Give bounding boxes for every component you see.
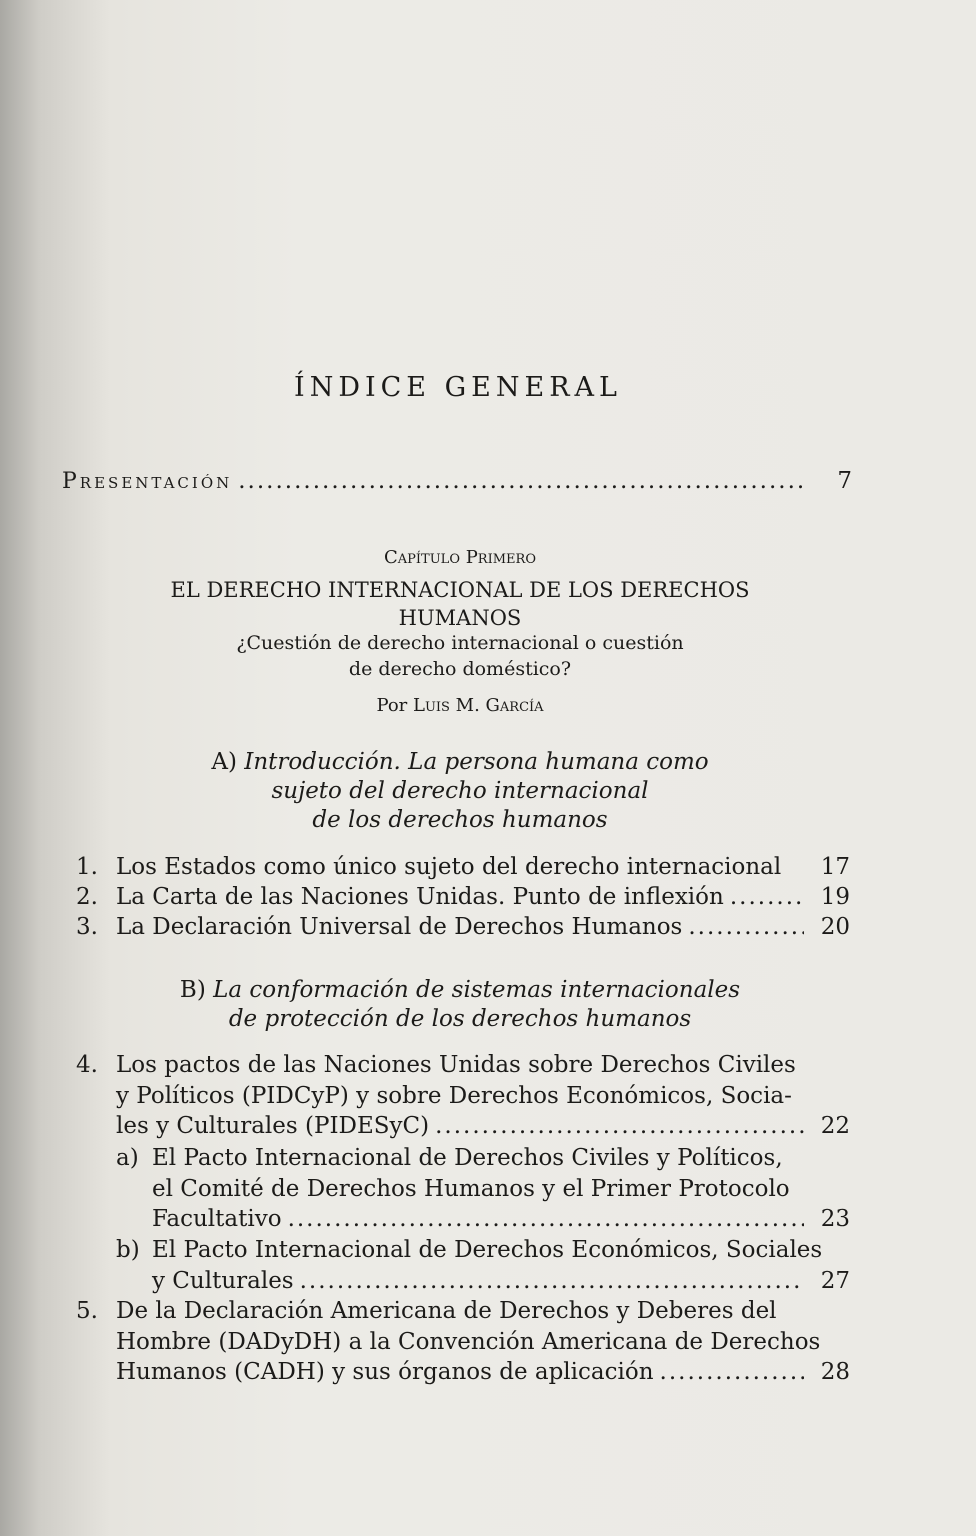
- chapter-title-line: EL DERECHO INTERNACIONAL DE LOS DERECHOS: [170, 578, 750, 602]
- chapter-label: Capítulo Primero: [384, 547, 536, 568]
- toc-entry-number: a): [116, 1145, 139, 1171]
- dot-leader: [300, 1266, 804, 1297]
- toc-page-number: 27: [820, 1267, 850, 1294]
- toc-entry-number: 4.: [76, 1052, 98, 1078]
- toc-entry-text: Los pactos de las Naciones Unidas sobre Derechos Civiles: [116, 1052, 796, 1078]
- toc-entry-text: El Pacto Internacional de Derechos Civiles y Políticos,: [152, 1145, 783, 1171]
- toc-entry-number: 3.: [76, 914, 98, 940]
- toc-entry-text: De la Declaración Americana de Derechos y Deberes del: [116, 1298, 777, 1324]
- author-name: Luis M. García: [412, 695, 544, 716]
- chapter-subtitle: [130, 630, 790, 682]
- toc-entry-number: 1.: [76, 854, 98, 880]
- toc-entry-text: Humanos (CADH) y sus órganos de aplicación: [116, 1359, 654, 1385]
- toc-page-number: 28: [820, 1359, 850, 1385]
- toc-page-number: 19: [820, 884, 850, 910]
- toc-entry-text: Facultativo: [152, 1206, 282, 1232]
- dot-leader: [730, 882, 804, 913]
- toc-entry-text: El Pacto Internacional de Derechos Económicos, Sociales: [152, 1237, 823, 1263]
- toc-entry-presentacion[interactable]: [62, 466, 852, 497]
- chapter-subtitle-line: ¿Cuestión de derecho internacional o cuestión: [236, 632, 684, 654]
- toc-page-number: 20: [820, 914, 850, 940]
- dot-leader: [288, 1204, 804, 1235]
- dot-leader: [660, 1357, 804, 1388]
- dot-leader: [435, 1111, 804, 1142]
- toc-entry-text: el Comité de Derechos Humanos y el Primer Protocolo: [152, 1175, 790, 1202]
- section-heading-line: de protección de los derechos humanos: [228, 1006, 692, 1032]
- chapter-title-line: HUMANOS: [398, 606, 522, 630]
- section-letter: A): [211, 749, 237, 775]
- author-prefix: Por: [376, 695, 413, 716]
- section-heading-line: Introducción. La persona humana como: [244, 749, 709, 775]
- toc-page-number: 22: [820, 1113, 850, 1139]
- page-title: ÍNDICE GENERAL: [294, 372, 622, 403]
- toc-entry-text: y Políticos (PIDCyP) y sobre Derechos Económicos, Socia-: [116, 1082, 792, 1109]
- toc-page-number: 23: [820, 1206, 850, 1232]
- chapter-title: [130, 576, 790, 632]
- toc-entry-text: La Declaración Universal de Derechos Humanos: [116, 914, 683, 940]
- section-heading-a: [130, 748, 790, 835]
- toc-entry-text: Los Estados como único sujeto del derecho internacional: [116, 854, 782, 880]
- toc-entry-text: Hombre (DADyDH) a la Convención Americana de Derechos: [116, 1328, 821, 1355]
- chapter-subtitle-line: de derecho doméstico?: [348, 658, 572, 680]
- dot-leader: [238, 466, 806, 496]
- toc-page-number: 7: [837, 468, 852, 494]
- chapter-author: [130, 692, 790, 720]
- toc-page-number: 17: [820, 854, 850, 880]
- section-heading-line: sujeto del derecho internacional: [271, 778, 649, 804]
- toc-entry-text: y Culturales: [152, 1267, 294, 1294]
- toc-entry-label: Presentación: [62, 469, 233, 494]
- toc-entry-number: 5.: [76, 1298, 98, 1324]
- toc-entry-text: La Carta de las Naciones Unidas. Punto de inflexión: [116, 884, 724, 910]
- toc-entry-text: les y Culturales (PIDESyC): [116, 1113, 430, 1139]
- toc-entry-number: 2.: [76, 884, 98, 910]
- section-letter: B): [179, 977, 206, 1003]
- section-heading-b: [130, 976, 790, 1034]
- toc-entry-number: b): [116, 1237, 140, 1263]
- section-heading-line: de los derechos humanos: [312, 807, 608, 833]
- section-heading-line: La conformación de sistemas internacionales: [213, 977, 741, 1003]
- dot-leader: [688, 912, 804, 943]
